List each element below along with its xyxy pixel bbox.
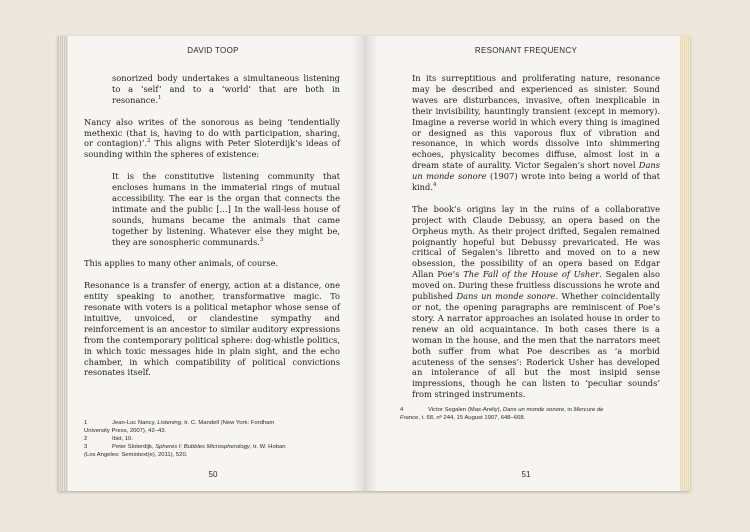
right-page-body	[412, 73, 660, 411]
footnotes-right	[400, 406, 656, 422]
paragraph-sinister: In its surreptitious and proliferating nature, resonance may be described and experienced as sinister. Sound waves are disturbances, invasive, often inexplicable in their invisibility, hauntingly transient (except in memory). Imagine a reverse world in which every thing is imagined or designed as this vaporous flux of vibration and resonance, in which words dissolve into shimmering echoes, physicality becomes diffuse, almost lost in a dream state of aurality. Victor Segalen’s short novel Dans un monde sonore (1907) wrote into being a world of that kind.$^4$	[412, 73, 660, 193]
footnote-4-continued: France, t. 68, nº 244, 15 August 1907, 648–668.	[400, 415, 526, 421]
footnote-ref-2[interactable]: 2	[147, 138, 151, 145]
paragraph-animals: This applies to many other animals, of course.	[84, 258, 279, 269]
footnote-ref-3[interactable]: 3	[259, 236, 264, 243]
book-title: The Fall of the House of Usher	[463, 269, 600, 280]
page-edges-left	[58, 36, 68, 491]
footnote-1: 1 Jean-Luc Nancy, Listening, tr. C. Mandell (New York: Fordham	[84, 420, 275, 426]
right-page	[372, 36, 680, 491]
footnote-ref-1[interactable]: 1	[157, 95, 162, 102]
running-head-right: RESONANT FREQUENCY	[474, 46, 578, 55]
left-page	[68, 36, 358, 491]
book-title: Dans un monde sonore	[412, 160, 660, 182]
footnote-3-continued: (Los Angeles: Semiotext(e), 2011), 520.	[84, 452, 188, 458]
block-quote-2: It is the constitutive listening community that encloses humans in the immaterial rings of mutual accessibility. The ear is the organ that connects the intimate and the public [...] In the wall-less house of sounds, humans became the animals that came together by listening. Whatever else they might be, they are sonospheric communards.$^3$	[112, 171, 340, 247]
page-edges-right	[680, 36, 690, 491]
footnote-2: 2 Ibid, 10.	[84, 436, 133, 442]
book-title: Dans un monde sonore	[456, 291, 556, 302]
page-number-right: 51	[521, 470, 531, 479]
footnote-1-continued: University Press, 2007), 42–43.	[84, 428, 167, 434]
footnote-4: 4 Victor Segalen (Max-Anély), Dans un monde sonore, in Mercure de	[400, 407, 604, 413]
page-number-left: 50	[208, 470, 218, 479]
paragraph-nancy: Nancy also writes of the sonorous as being ‘tendentially methexic (that is, having to do with participation, sharing, or contagion)’.$^2$ This aligns with Peter Sloterdijk’s ideas of sounding within the spheres of existence:	[84, 116, 341, 160]
footnotes-left	[84, 419, 340, 459]
left-page-body	[84, 73, 340, 389]
paragraph-origins: The book’s origins lay in the ruins of a collaborative project with Claude Debussy, an opera based on the Orpheus myth. As their project drifted, Segalen remained poignantly hopeful but Debussy prevaricated. He was critical of Segalen’s libretto and moved on to a new obsession, the possibility of an opera based on Edgar Allan Poe’s The Fall of the House of Usher. Segalen also moved on. During these fruitless discussions he wrote and published Dans un monde sonore. Whether coincidentally or not, the opening paragraphs are reminiscent of Poe’s story. A narrator approaches an isolated house in order to renew an old acquaintance. In both cases there is a woman in the house, and the men that the narrators meet both suffer from what Poe describes as ‘a morbid acuteness of the senses’: Roderick Usher has developed an intolerance of all but the most insipid sense impressions, though he can listen to ‘peculiar sounds’ from stringed instruments.	[412, 203, 661, 400]
footnote-ref-4[interactable]: 4	[432, 182, 437, 189]
paragraph-resonance: Resonance is a transfer of energy, action at a distance, one entity speaking to another, transformative magic. To resonate with voters is a political metaphor whose sense of intuitive, unvoiced, or clandestine sympathy and reinforcement is an ancestor to similar auditory expressions from the contemporary political sphere: dog-whistle politics, in which toxic messages hide in plain sight, and the echo chamber, in which compatibility of political convictions resonates itself.	[84, 280, 340, 378]
running-head-left: DAVID TOOP	[187, 46, 239, 55]
block-quote-1: sonorized body undertakes a simultaneous listening to a ‘self’ and to a ‘world’ that are both in resonance.$^1$	[112, 73, 340, 105]
footnote-3: 3 Peter Sloterdijk, Spheres I: Bubbles Microspherology, tr. W. Hoban	[84, 444, 286, 450]
